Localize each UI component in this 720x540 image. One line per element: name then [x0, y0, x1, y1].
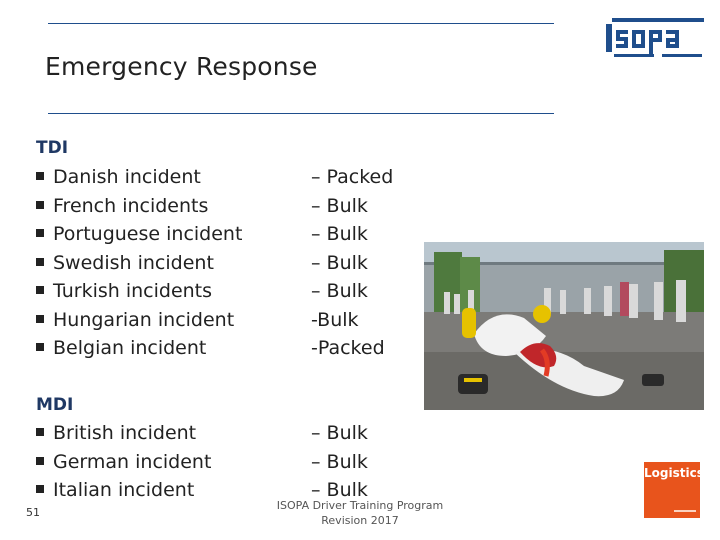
title-rule-bottom — [48, 113, 554, 114]
square-bullet-icon — [36, 258, 44, 266]
incident-type: – Bulk — [311, 223, 368, 245]
incident-type: – Bulk — [311, 194, 368, 217]
list-item: Hungarian incident — [36, 306, 296, 335]
square-bullet-icon — [36, 229, 44, 237]
list-item: French incidents — [36, 192, 296, 221]
incident-type: – Bulk — [311, 251, 368, 274]
badge-label: Logistics — [644, 466, 704, 480]
incident-type: -Bulk — [311, 308, 359, 331]
square-bullet-icon — [36, 286, 44, 294]
square-bullet-icon — [36, 343, 44, 351]
slide-title: Emergency Response — [45, 52, 318, 81]
list-item: Turkish incidents — [36, 277, 296, 306]
square-bullet-icon — [36, 428, 44, 436]
badge-tagline-mark — [674, 510, 696, 512]
slide-footer — [270, 498, 450, 528]
footer-revision: Revision 2017 — [321, 514, 399, 527]
square-bullet-icon — [36, 485, 44, 493]
square-bullet-icon — [36, 172, 44, 180]
incident-type: – Bulk — [311, 280, 368, 302]
incident-type: – Bulk — [311, 422, 368, 444]
list-item: Swedish incident — [36, 249, 296, 278]
logistics-badge — [644, 462, 704, 518]
list-item: Italian incident — [36, 476, 296, 505]
mdi-type-list — [311, 419, 431, 505]
incident-type: – Bulk — [311, 450, 368, 473]
square-bullet-icon — [36, 457, 44, 465]
square-bullet-icon — [36, 201, 44, 209]
incident-type: -Packed — [311, 337, 385, 359]
incident-type: – Bulk — [311, 479, 368, 501]
isopa-logo — [604, 14, 708, 62]
list-item: German incident — [36, 448, 296, 477]
mdi-label: MDI — [36, 395, 74, 415]
emergency-response-photo — [424, 242, 704, 410]
incident-type: – Packed — [311, 166, 394, 188]
footer-program: ISOPA Driver Training Program — [276, 499, 444, 512]
page-number: 51 — [26, 506, 40, 519]
tdi-label: TDI — [36, 138, 69, 158]
list-item: British incident — [36, 419, 296, 448]
list-item: Danish incident — [36, 163, 296, 192]
tdi-incident-list — [36, 163, 296, 363]
title-rule-top — [48, 23, 554, 24]
mdi-incident-list — [36, 419, 296, 505]
square-bullet-icon — [36, 315, 44, 323]
tdi-type-list — [311, 163, 431, 363]
list-item: Portuguese incident — [36, 220, 296, 249]
list-item: Belgian incident — [36, 334, 296, 363]
